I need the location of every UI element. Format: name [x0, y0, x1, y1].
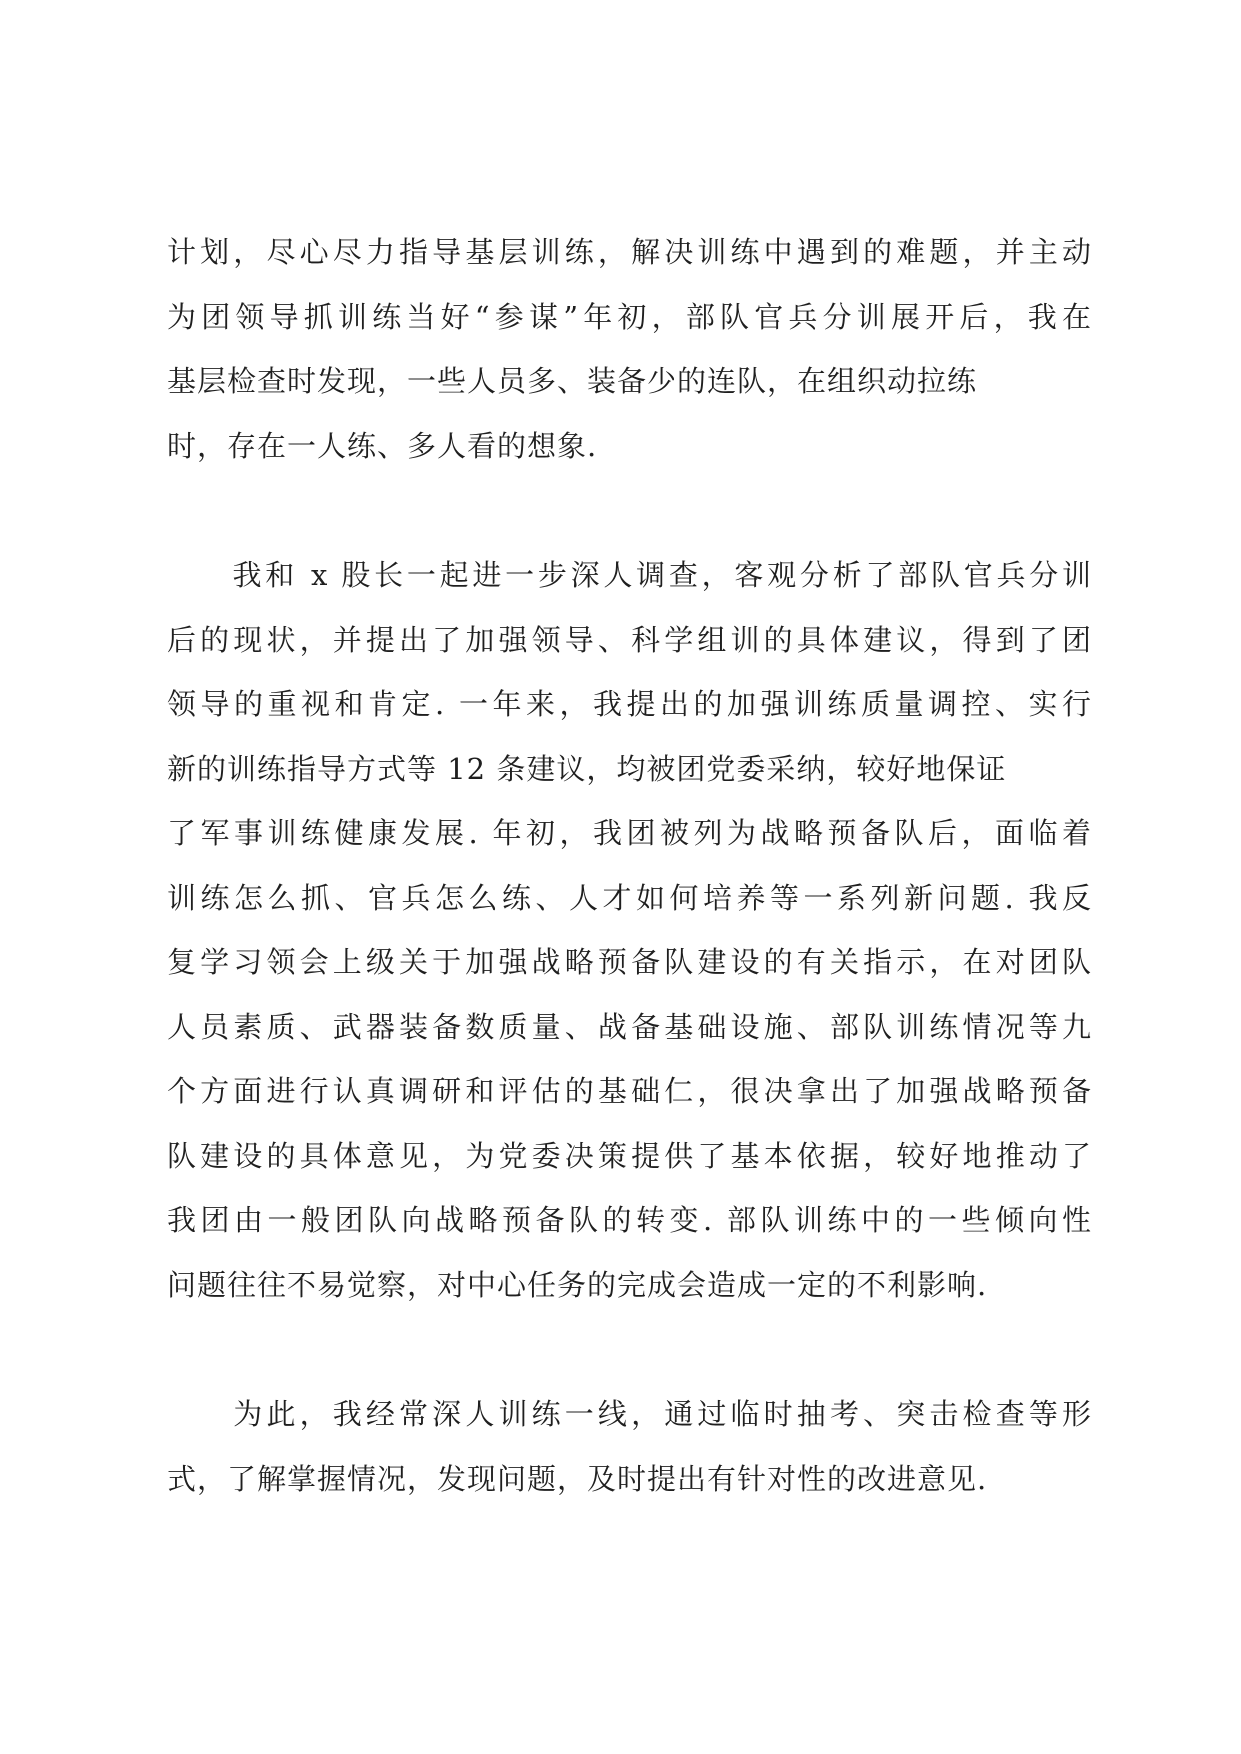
text-line: 领导的重视和肯定. 一年来，我提出的加强训练质量调控、实行	[167, 687, 1092, 721]
paragraph-1	[167, 220, 1092, 478]
text-line: 计划，尽心尽力指导基层训练，解决训练中遇到的难题，并主动	[167, 235, 1092, 269]
text-line: 为此，我经常深人训练一线，通过临时抽考、突击检查等形	[167, 1397, 1092, 1431]
text-line: 我团由一般团队向战略预备队的转变. 部队训练中的一些倾向性	[167, 1203, 1092, 1237]
paragraph-2	[167, 543, 1092, 1317]
text-line: 复学习领会上级关于加强战略预备队建设的有关指示，在对团队	[167, 945, 1092, 979]
text-line: 后的现状，并提出了加强领导、科学组训的具体建议，得到了团	[167, 622, 1092, 657]
text-line: 新的训练指导方式等 12 条建议，均被团党委采纳，较好地保证	[167, 751, 1007, 786]
text-line: 时，存在一人练、多人看的想象.	[167, 428, 598, 463]
text-line: 人员素质、武器装备数质量、战备基础设施、部队训练情况等九	[167, 1009, 1092, 1044]
text-line: 为团领导抓训练当好“参谋”年初，部队官兵分训展开后，我在	[167, 299, 1092, 334]
text-line: 基层检查时发现，一些人员多、装备少的连队，在组织动拉练	[167, 364, 978, 398]
text-line: 个方面进行认真调研和评估的基础仁，很决拿出了加强战略预备	[167, 1074, 1092, 1108]
text-line: 问题往往不易觉察，对中心任务的完成会造成一定的不利影响.	[167, 1267, 988, 1302]
text-line: 了军事训练健康发展. 年初，我团被列为战略预备队后，面临着	[167, 816, 1092, 850]
text-line: 式，了解掌握情况，发现问题，及时提出有针对性的改进意见.	[167, 1461, 988, 1496]
text-line: 队建设的具体意见，为党委决策提供了基本依据，较好地推动了	[167, 1138, 1092, 1173]
text-line: 训练怎么抓、官兵怎么练、人才如何培养等一系列新问题. 我反	[167, 880, 1092, 915]
text-line: 我和 x 股长一起进一步深人调查，客观分析了部队官兵分训	[167, 558, 1092, 592]
paragraph-3	[167, 1382, 1092, 1511]
